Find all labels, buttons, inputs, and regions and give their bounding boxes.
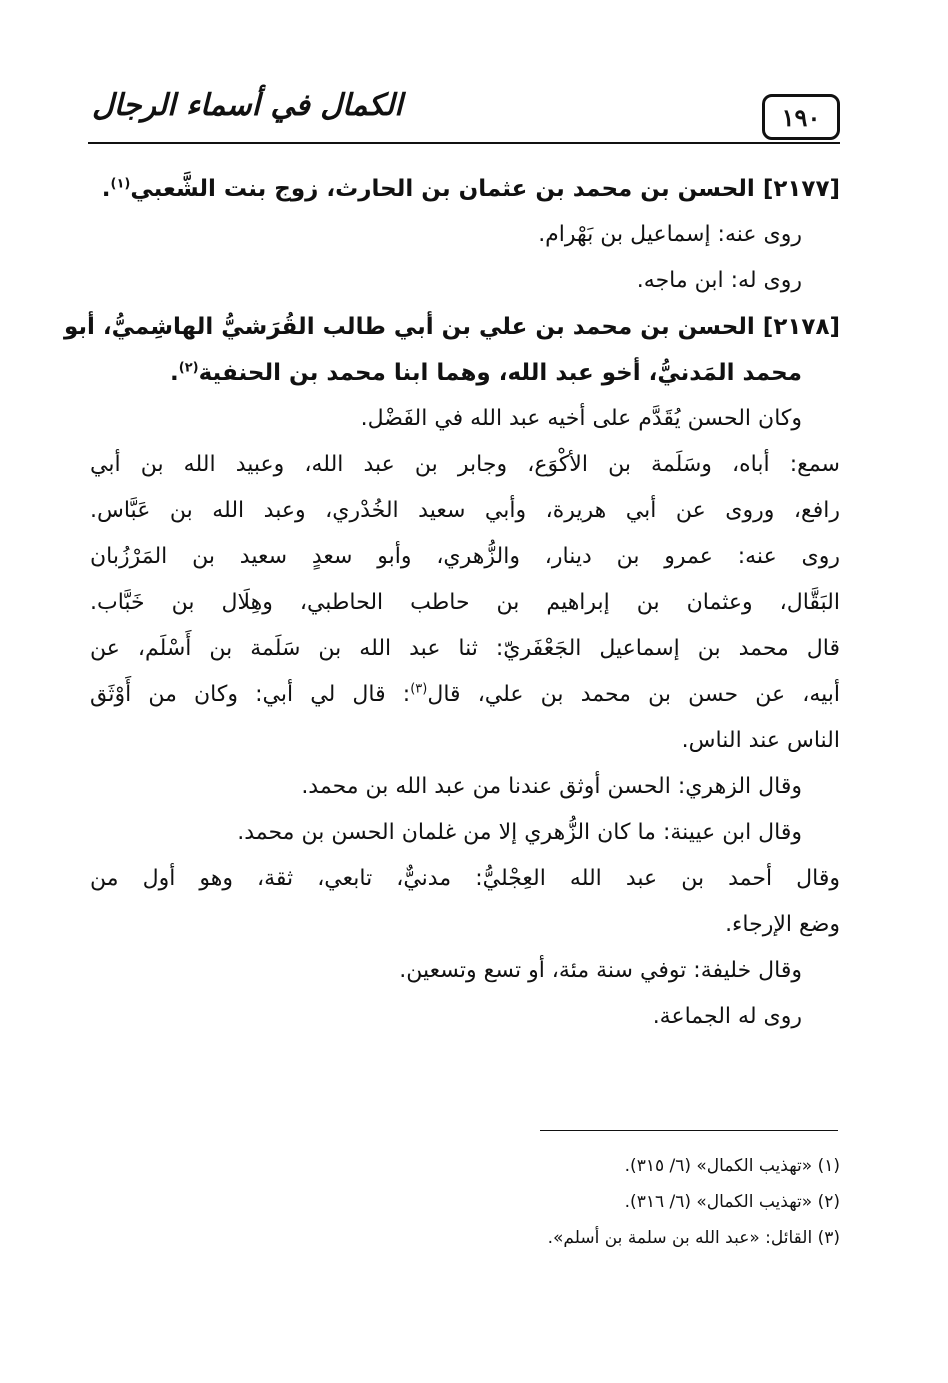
text-line: روى له الجماعة. bbox=[652, 1004, 802, 1029]
footnote-divider bbox=[540, 1130, 838, 1131]
text-line: روى عنه: عمرو بن دينار، والزُّهري، وأبو سعدٍ سعيد بن المَرْزُبان bbox=[90, 544, 840, 569]
footnote-3: (٣) القائل: «عبد الله بن سلمة بن أسلم». bbox=[547, 1228, 840, 1248]
text-line: قال محمد بن إسماعيل الجَعْفَريّ: ثنا عبد الله بن سَلَمة بن أَسْلَم، عن bbox=[90, 636, 840, 661]
text-line-with-ref bbox=[90, 672, 840, 718]
text-line: وقال ابن عيينة: ما كان الزُّهري إلا من غلمان الحسن بن محمد. bbox=[237, 820, 802, 845]
text-line: : قال لي أبي: وكان من أَوْثَق bbox=[90, 682, 411, 707]
text-line: [٢١٧٧] الحسن بن محمد بن عثمان بن الحارث، زوج بنت الشَّعبي bbox=[130, 176, 840, 202]
text-line: . bbox=[170, 360, 179, 386]
text-line: . bbox=[101, 176, 111, 202]
footnote-ref: (١) bbox=[110, 176, 131, 192]
page-number: ١٩٠ bbox=[762, 94, 840, 140]
text-line: وضع الإرجاء. bbox=[725, 912, 840, 937]
text-line: روى عنه: إسماعيل بن بَهْرام. bbox=[538, 222, 802, 247]
footnote-2: (٢) «تهذيب الكمال» (٦/ ٣١٦). bbox=[624, 1192, 840, 1212]
footnote-ref: (٢) bbox=[178, 360, 199, 376]
page-header bbox=[88, 86, 840, 146]
text-line: وقال خليفة: توفي سنة مئة، أو تسع وتسعين. bbox=[399, 958, 802, 983]
footnote-ref: (٣) bbox=[410, 681, 428, 697]
text-line: الناس عند الناس. bbox=[681, 728, 840, 753]
text-line: سمع: أباه، وسَلَمة بن الأكْوَع، وجابر بن عبد الله، وعبيد الله بن أبي bbox=[90, 452, 840, 477]
text-line: وقال الزهري: الحسن أوثق عندنا من عبد الله بن محمد. bbox=[301, 774, 802, 799]
text-line: أبيه، عن حسن بن محمد بن علي، قال bbox=[427, 682, 840, 707]
footnotes bbox=[300, 1148, 840, 1256]
footnote-1: (١) «تهذيب الكمال» (٦/ ٣١٥). bbox=[624, 1156, 840, 1176]
text-line: وكان الحسن يُقَدَّم على أخيه عبد الله في الفَضْل. bbox=[360, 406, 802, 431]
text-line: رافع، وروى عن أبي هريرة، وأبي سعيد الخُدْري، وعبد الله بن عَبَّاس. bbox=[90, 498, 840, 523]
text-line: روى له: ابن ماجه. bbox=[636, 268, 802, 293]
entry-2178-heading-cont bbox=[90, 350, 840, 396]
main-text bbox=[63, 166, 840, 1040]
text-line: محمد المَدنيُّ، أخو عبد الله، وهما ابنا محمد بن الحنفية bbox=[198, 360, 802, 386]
header-divider bbox=[88, 142, 840, 144]
book-title: الكمال في أسماء الرجال bbox=[92, 88, 403, 123]
text-line: وقال أحمد بن عبد الله العِجْليُّ: مدنيٌّ، تابعي، ثقة، وهو أول من bbox=[90, 866, 840, 891]
entry-2178-heading: [٢١٧٨] الحسن بن محمد بن علي بن أبي طالب القُرَشيُّ الهاشِميُّ، أبو bbox=[63, 314, 840, 340]
text-line: البَقَّال، وعثمان بن إبراهيم بن حاطب الحاطبي، وهِلَال بن خَبَّاب. bbox=[90, 590, 840, 615]
entry-2177-heading bbox=[90, 166, 840, 212]
